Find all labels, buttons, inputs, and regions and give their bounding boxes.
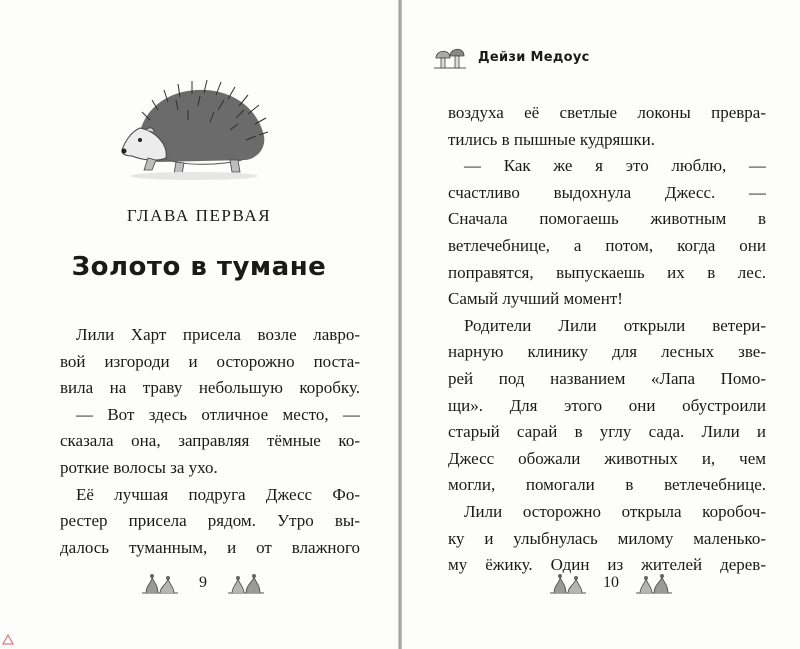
right-body-text: [448, 100, 766, 579]
text-line: му ёжику. Один из жителей дерев-: [448, 555, 766, 575]
page-number: 10: [603, 574, 619, 591]
text-line: Родители Лили открыли ветери-: [464, 315, 766, 335]
text-line: роткие волосы за ухо.: [60, 457, 218, 477]
text-line: вой изгороди и осторожно поста-: [60, 351, 360, 371]
floral-ornament-icon: [226, 571, 266, 595]
text-line: рестер присела рядом. Утро вы-: [60, 511, 360, 531]
chapter-title: Золото в тумане: [71, 252, 327, 282]
text-line: щи». Для этого они обустроили: [448, 395, 766, 415]
text-line: далось туманным, и от влажного: [60, 537, 360, 557]
text-line: счастливо выдохнула Джесс. —: [448, 182, 766, 202]
corner-triangle-icon: [2, 633, 14, 645]
text-line: ветлечебнице, а потом, когда они: [448, 235, 766, 255]
floral-ornament-icon: [140, 571, 180, 595]
running-head-author: Дейзи Медоус: [478, 49, 590, 65]
floral-ornament-icon: [634, 571, 674, 595]
right-page-footer: [548, 568, 674, 598]
text-line: тились в пышные кудряшки.: [448, 129, 655, 149]
chapter-label: ГЛАВА ПЕРВАЯ: [126, 206, 272, 225]
text-line: — Как же я это люблю, —: [464, 156, 766, 176]
text-line: сказала она, заправляя тёмные ко-: [60, 431, 360, 451]
left-page-footer: [140, 568, 266, 598]
text-line: вила на траву небольшую коробку.: [60, 378, 360, 398]
text-line: Сначала помогаешь животным в: [448, 209, 766, 229]
left-body-text: [60, 322, 360, 561]
text-line: — Вот здесь отличное место, —: [76, 404, 360, 424]
text-line: старый сарай в углу сада. Лили и: [448, 422, 766, 442]
text-line: ку и улыбнулась милому маленько-: [448, 528, 766, 548]
page-number: 9: [199, 574, 207, 591]
mushroom-ornament-icon: [432, 44, 468, 70]
running-head: [432, 42, 590, 72]
text-line: Джесс обожали животных и, чем: [448, 448, 766, 468]
text-line: воздуха её светлые локоны превра-: [448, 103, 766, 122]
text-line: Лили осторожно открыла коробоч-: [464, 501, 766, 521]
text-line: могли, помогали в ветлечебнице.: [448, 475, 766, 495]
text-line: рей под названием «Лапа Помо-: [448, 368, 766, 388]
text-line: поправятся, выпускаешь их в лес.: [448, 262, 766, 282]
left-page: [0, 0, 398, 649]
text-line: Самый лучший момент!: [448, 289, 623, 309]
text-line: Лили Харт присела возле лавро-: [76, 325, 360, 344]
hedgehog-illustration: [118, 70, 268, 185]
floral-ornament-icon: [548, 571, 588, 595]
text-line: Её лучшая подруга Джесс Фо-: [76, 484, 360, 504]
text-line: нарную клинику для лесных зве-: [448, 342, 766, 362]
